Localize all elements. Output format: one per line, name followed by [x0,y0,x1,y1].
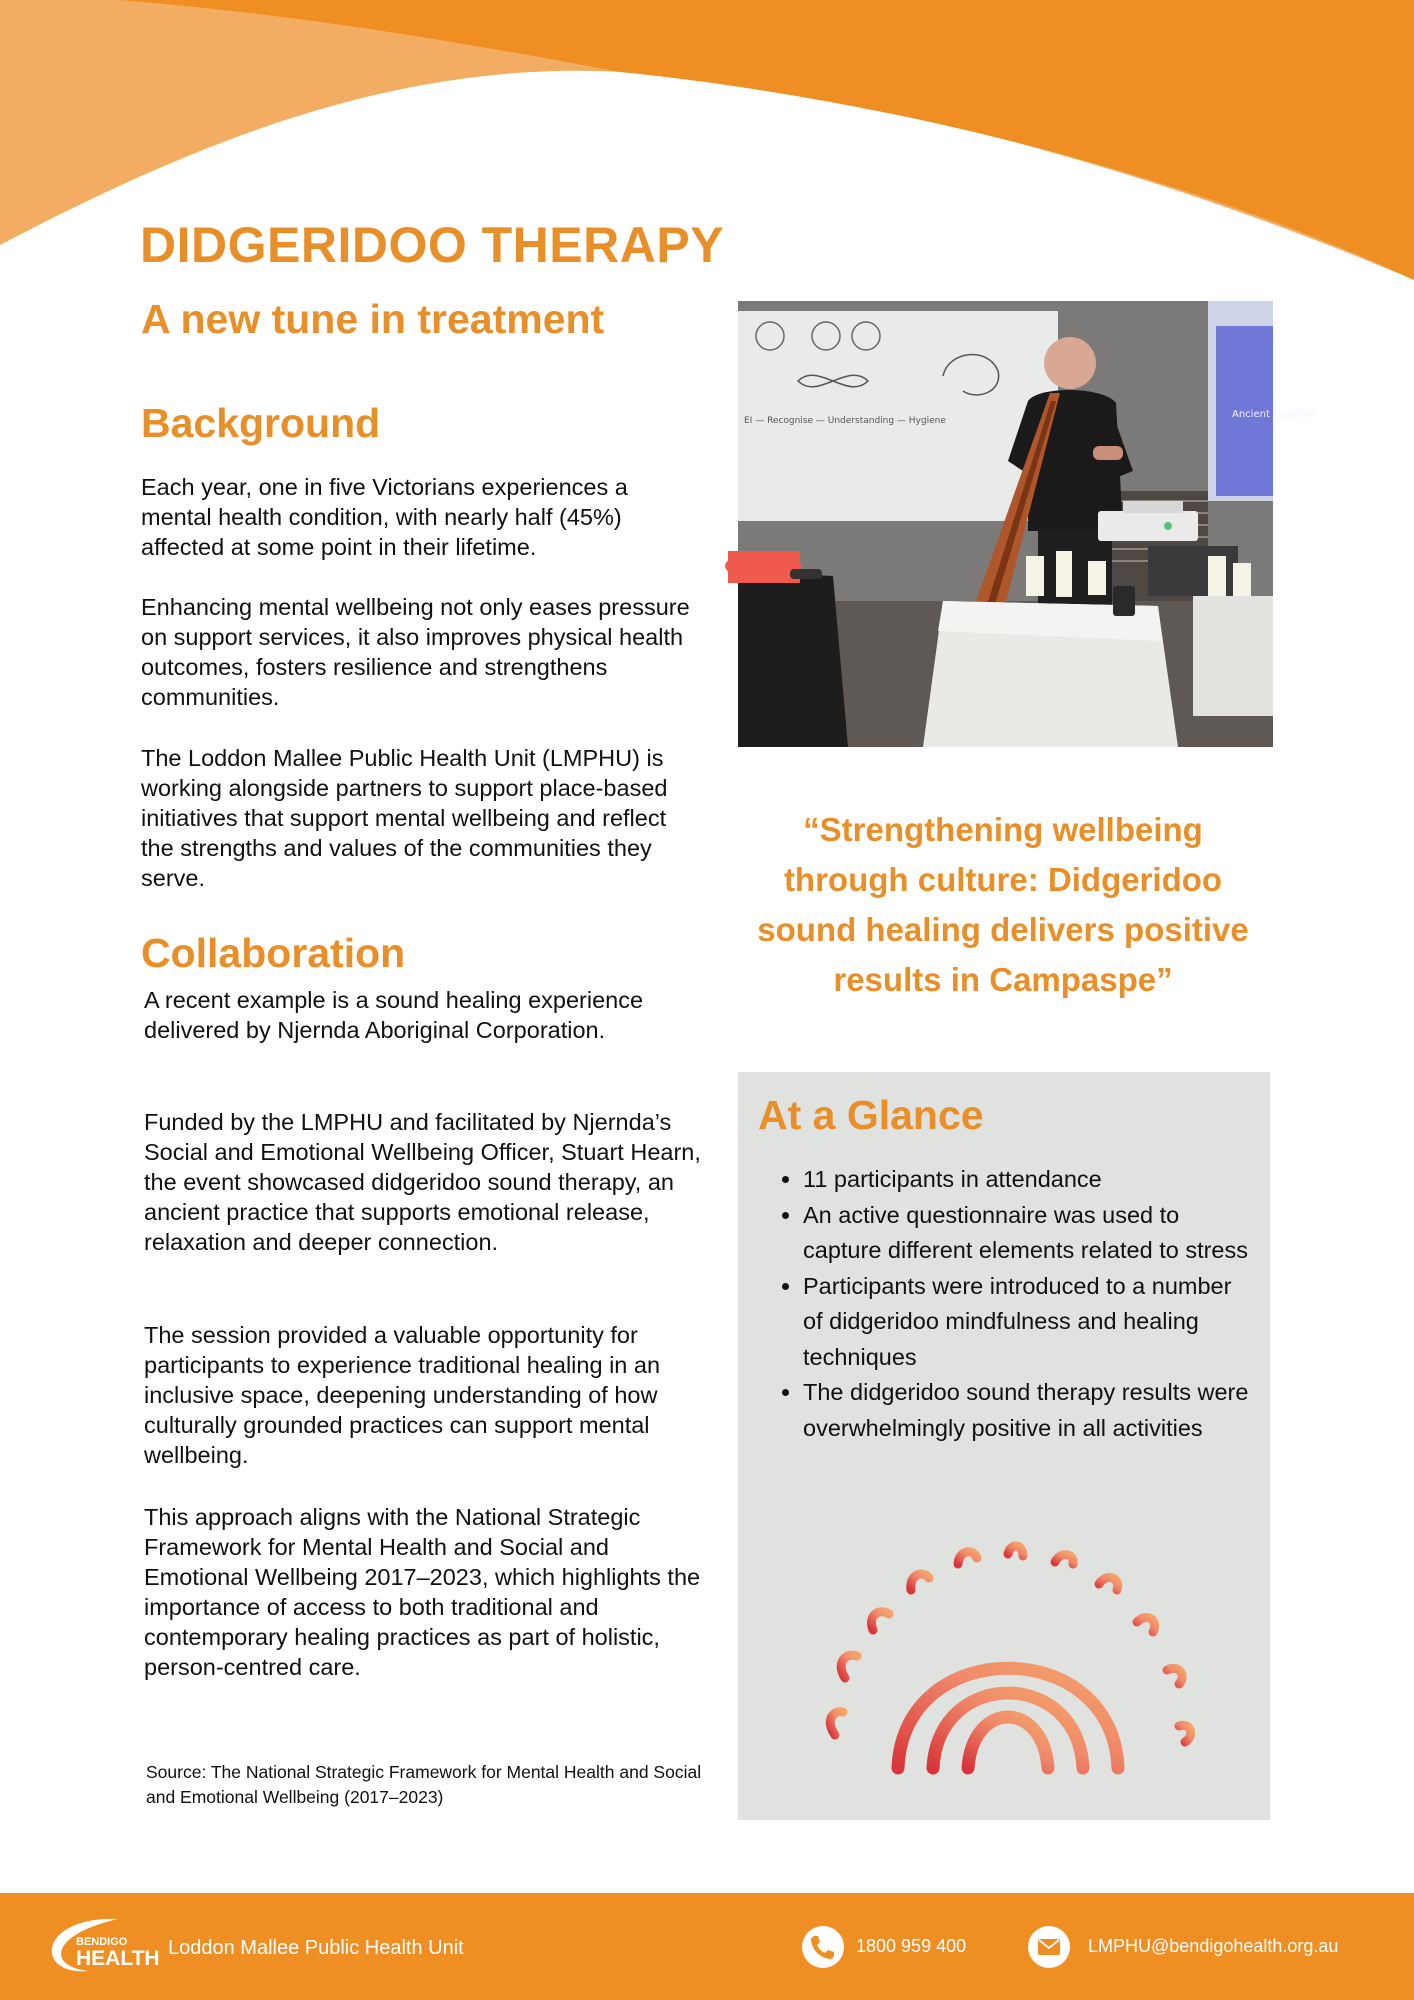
phone-icon[interactable] [802,1926,844,1968]
unit-name: Loddon Mallee Public Health Unit [168,1937,464,1959]
collaboration-paragraph: Funded by the LMPHU and facilitated by Njernda’s Social and Emotional Wellbeing Officer, Stuart Hearn, the event showcased didgeridoo sound therapy, an ancient practice that supports emotional release, relaxation and deeper connection. [144,1109,701,1255]
phone-number[interactable]: 1800 959 400 [856,1936,967,1956]
glance-item: • An active questionnaire was used to capture different elements related to stress [803,1198,1253,1269]
footer [0,1893,1414,2000]
email-link[interactable]: LMPHU@bendigohealth.org.au [1088,1936,1339,1956]
glance-heading: At a Glance [758,1092,984,1138]
glance-item: • 11 participants in attendance [803,1162,1253,1198]
collaboration-heading: Collaboration [141,930,406,976]
glance-list [803,1162,1253,1446]
bendigo-health-logo [48,1913,173,1978]
envelope-icon[interactable] [1028,1926,1070,1968]
collaboration-paragraph: A recent example is a sound healing experience delivered by Njernda Aboriginal Corporation. [144,987,644,1043]
page-title: DIDGERIDOO THERAPY [140,217,725,273]
logo-top-text: BENDIGO [76,1936,128,1948]
source-citation: Source: The National Strategic Framework for Mental Health and Social and Emotional Wellbeing (2017–2023) [146,1762,702,1807]
background-paragraph: Enhancing mental wellbeing not only eases pressure on support services, it also improves physical health outcomes, fosters resilience and strengthens communities. [141,594,690,710]
whiteboard-text: EI — Recognise — Understanding — Hygiene [744,416,946,426]
rainbow-sun-icon [823,1550,1193,1780]
event-photo [738,301,1317,747]
glance-item: • Participants were introduced to a number of didgeridoo mindfulness and healing techniques [803,1269,1253,1376]
background-paragraph: The Loddon Mallee Public Health Unit (LMPHU) is working alongside partners to support place-based initiatives that support mental wellbeing and reflect the strengths and values of the communities they serve. [141,745,668,891]
logo-bottom-text: HEALTH [76,1947,160,1970]
background-heading: Background [141,400,381,446]
collaboration-paragraph: This approach aligns with the National Strategic Framework for Mental Health and Social and Emotional Wellbeing 2017–2023, which highlights the importance of access to both traditional and contemporary healing practices as part of holistic, person-centred care. [144,1504,701,1680]
pull-quote: “Strengthening wellbeing through culture: Didgeridoo sound healing delivers positive results in Campaspe” [757,811,1249,998]
page-subtitle: A new tune in treatment [141,296,605,342]
screen-text: Ancient Tradition [1232,409,1317,420]
at-a-glance-panel [738,1072,1270,1820]
background-paragraph: Each year, one in five Victorians experiences a mental health condition, with nearly half (45%) affected at some point in their lifetime. [141,474,628,560]
glance-item: • The didgeridoo sound therapy results were overwhelmingly positive in all activities [803,1375,1253,1446]
collaboration-paragraph: The session provided a valuable opportunity for participants to experience traditional healing in an inclusive space, deepening understanding of how culturally grounded practices can support mental wellbeing. [144,1322,661,1468]
